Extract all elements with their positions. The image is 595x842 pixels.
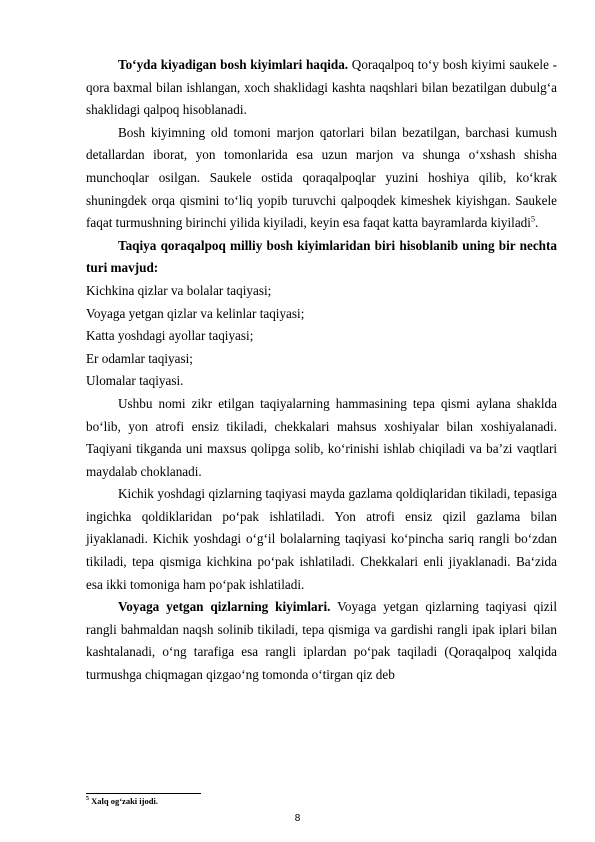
footnote-reference: 5 xyxy=(530,214,535,224)
paragraph-adult-girls xyxy=(86,596,557,686)
footnote xyxy=(86,796,158,807)
paragraph-end: . xyxy=(534,215,539,231)
paragraph-text: Kichik yoshdagi qizlarning taqiyasi mayda gazlama qoldiqlaridan tikiladi, tepasiga ingichka qoldiklaridan po‘pak ishlatiladi. Yon atrofi ensiz qizil gazlama bilan jiyaklanadi. Kichik yoshdagi o‘g‘il bolalarning taqiyasi ko‘pincha sariq rangli bo‘zdan tikiladi, tepa qismiga kichkina po‘pak ishlatiladi. Chekkalari enli jiyaklanadi. Ba‘zida esa ikki tomoniga ham po‘pak ishlatiladi. xyxy=(86,486,557,592)
list-item: Kichkina qizlar va bolalar taqiyasi; xyxy=(86,282,272,298)
paragraph-text: Qoraqalpoq to‘y bosh kiyimi saukele -qora baxmal bilan ishlangan, xoch shaklidagi kashta naqshlari bilan bezatilgan dubulg‘a shaklidagi qalpoq hisoblanadi. xyxy=(86,57,557,118)
footnote-number: 5 xyxy=(86,796,89,803)
paragraph-text: Bosh kiyimning old tomoni marjon qatorlari bilan bezatilgan, barchasi kumush detallardan iborat, yon tomonlarida esa uzun marjon va shunga o‘xshash shisha munchoqlar osilgan. Saukele ostida qoraqalpoqlar yuzini hoshiya qilib, ko‘krak shuningdek orqa qismini to‘liq yopib turuvchi qalpoqdek kimeshek kiyishgan. Saukele faqat turmushning birinchi yilida kiyiladi, keyin esa faqat katta bayramlarda kiyiladi xyxy=(86,124,557,231)
footnote-text: Xalq og‘zaki ijodi. xyxy=(89,796,158,806)
paragraph-headwear-front xyxy=(86,122,557,235)
paragraph-taqiya-intro xyxy=(86,235,557,280)
paragraph-text: Ushbu nomi zikr etilgan taqiyalarning hammasining tepa qismi aylana shaklda bo‘lib, yon atrofi ensiz tikiladi, chekkalari mahsus xoshiyalar bilan xoshiyalanadi. Taqiyani tikganda uni maxsus qolipga solib, ko‘rinishi ishlab chiqiladi va ba’zi vaqtlari maydalab choklanadi. xyxy=(86,395,557,479)
paragraph-wedding-headwear xyxy=(86,54,557,122)
paragraph-children-taqiya xyxy=(86,483,557,596)
paragraph-taqiya-shape xyxy=(86,393,557,483)
list-item: Katta yoshdagi ayollar taqiyasi; xyxy=(86,328,254,344)
page-number: 8 xyxy=(294,813,301,824)
list-item: Ulomalar taqiyasi. xyxy=(86,373,184,389)
list-item: Voyaga yetgan qizlar va kelinlar taqiyasi; xyxy=(86,305,305,321)
section-heading: Taqiya qoraqalpoq milliy bosh kiyimlaridan biri hisoblanib uning bir nechta turi mavjud: xyxy=(86,237,557,276)
footnote-divider xyxy=(86,793,201,794)
paragraph-text: Voyaga yetgan qizlarning taqiyasi qizil rangli bahmaldan naqsh solinib tikiladi, tepa qismiga va gardishi rangli ipak iplari bilan kashtalanadi, o‘ng tarafiga esa rangli iplardan po‘pak taqiladi (Qoraqalpoq xalqida turmushga chiqmagan qizgao‘ng tomonda o‘tirgan qiz deb xyxy=(86,599,557,683)
section-heading: To‘yda kiyadigan bosh kiyimlari haqida. xyxy=(118,57,349,72)
list-item: Er odamlar taqiyasi; xyxy=(86,350,193,366)
body-text xyxy=(86,54,557,687)
section-heading: Voyaga yetgan qizlarning kiyimlari. xyxy=(118,599,331,615)
